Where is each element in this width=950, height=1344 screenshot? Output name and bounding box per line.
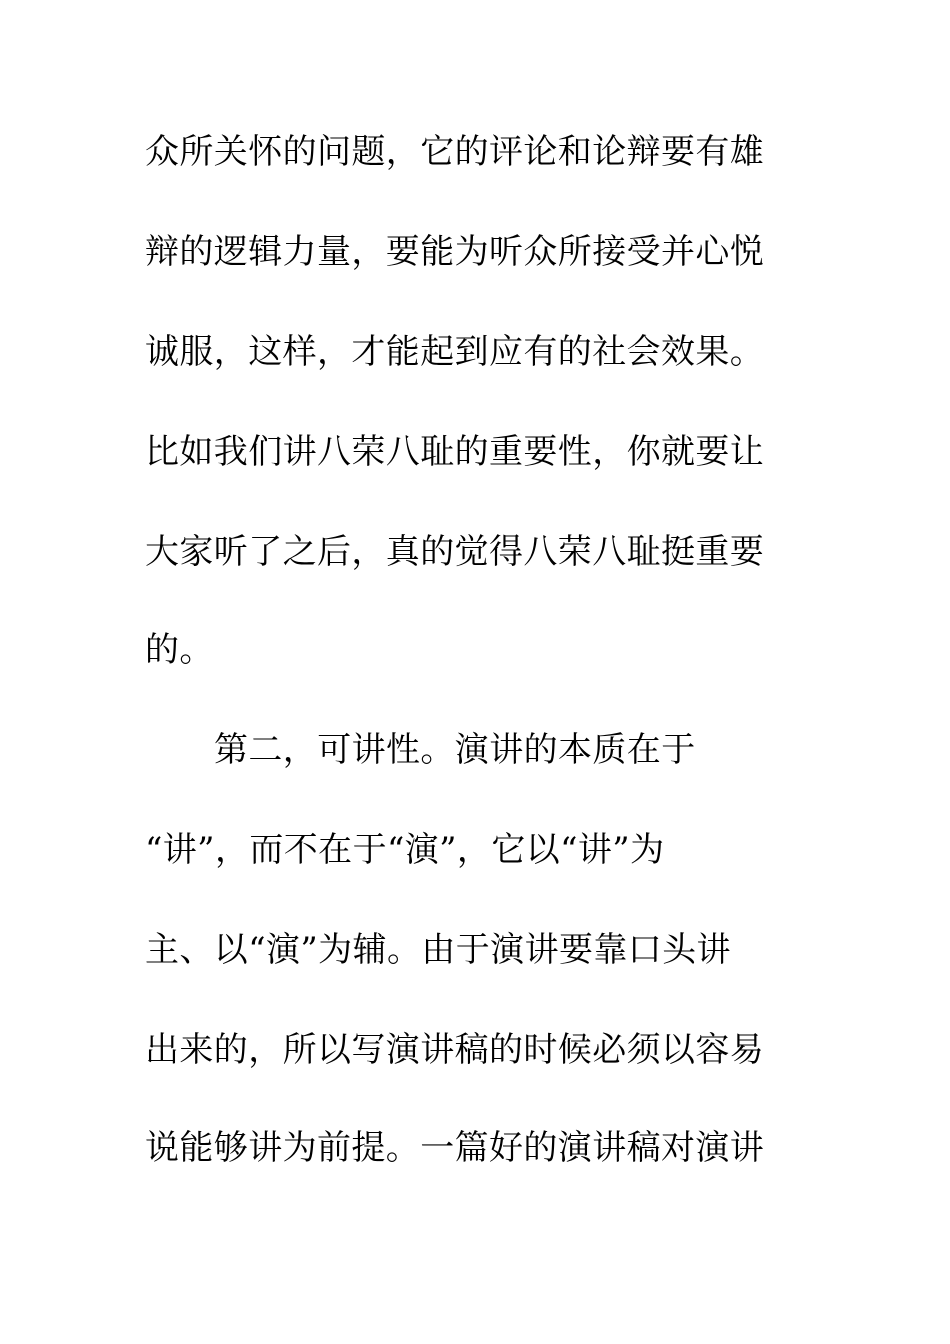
text-line: 主、以“演”为辅。由于演讲要靠口头讲 (145, 930, 731, 970)
paragraph-start-line: 第二，可讲性。演讲的本质在于 (214, 730, 696, 770)
text-line: 大家听了之后，真的觉得八荣八耻挺重要 (145, 532, 765, 572)
text-line: 出来的，所以写演讲稿的时候必须以容易 (145, 1030, 765, 1070)
text-line: 比如我们讲八荣八耻的重要性，你就要让 (145, 432, 765, 472)
text-line: 众所关怀的问题，它的评论和论辩要有雄 (145, 132, 765, 172)
text-line: 说能够讲为前提。一篇好的演讲稿对演讲 (145, 1128, 765, 1168)
text-line: 辩的逻辑力量，要能为听众所接受并心悦 (145, 232, 765, 272)
text-line: 的。 (145, 630, 214, 670)
text-line: 诚服，这样，才能起到应有的社会效果。 (145, 332, 765, 372)
text-line: “讲”，而不在于“演”，它以“讲”为 (145, 830, 665, 870)
